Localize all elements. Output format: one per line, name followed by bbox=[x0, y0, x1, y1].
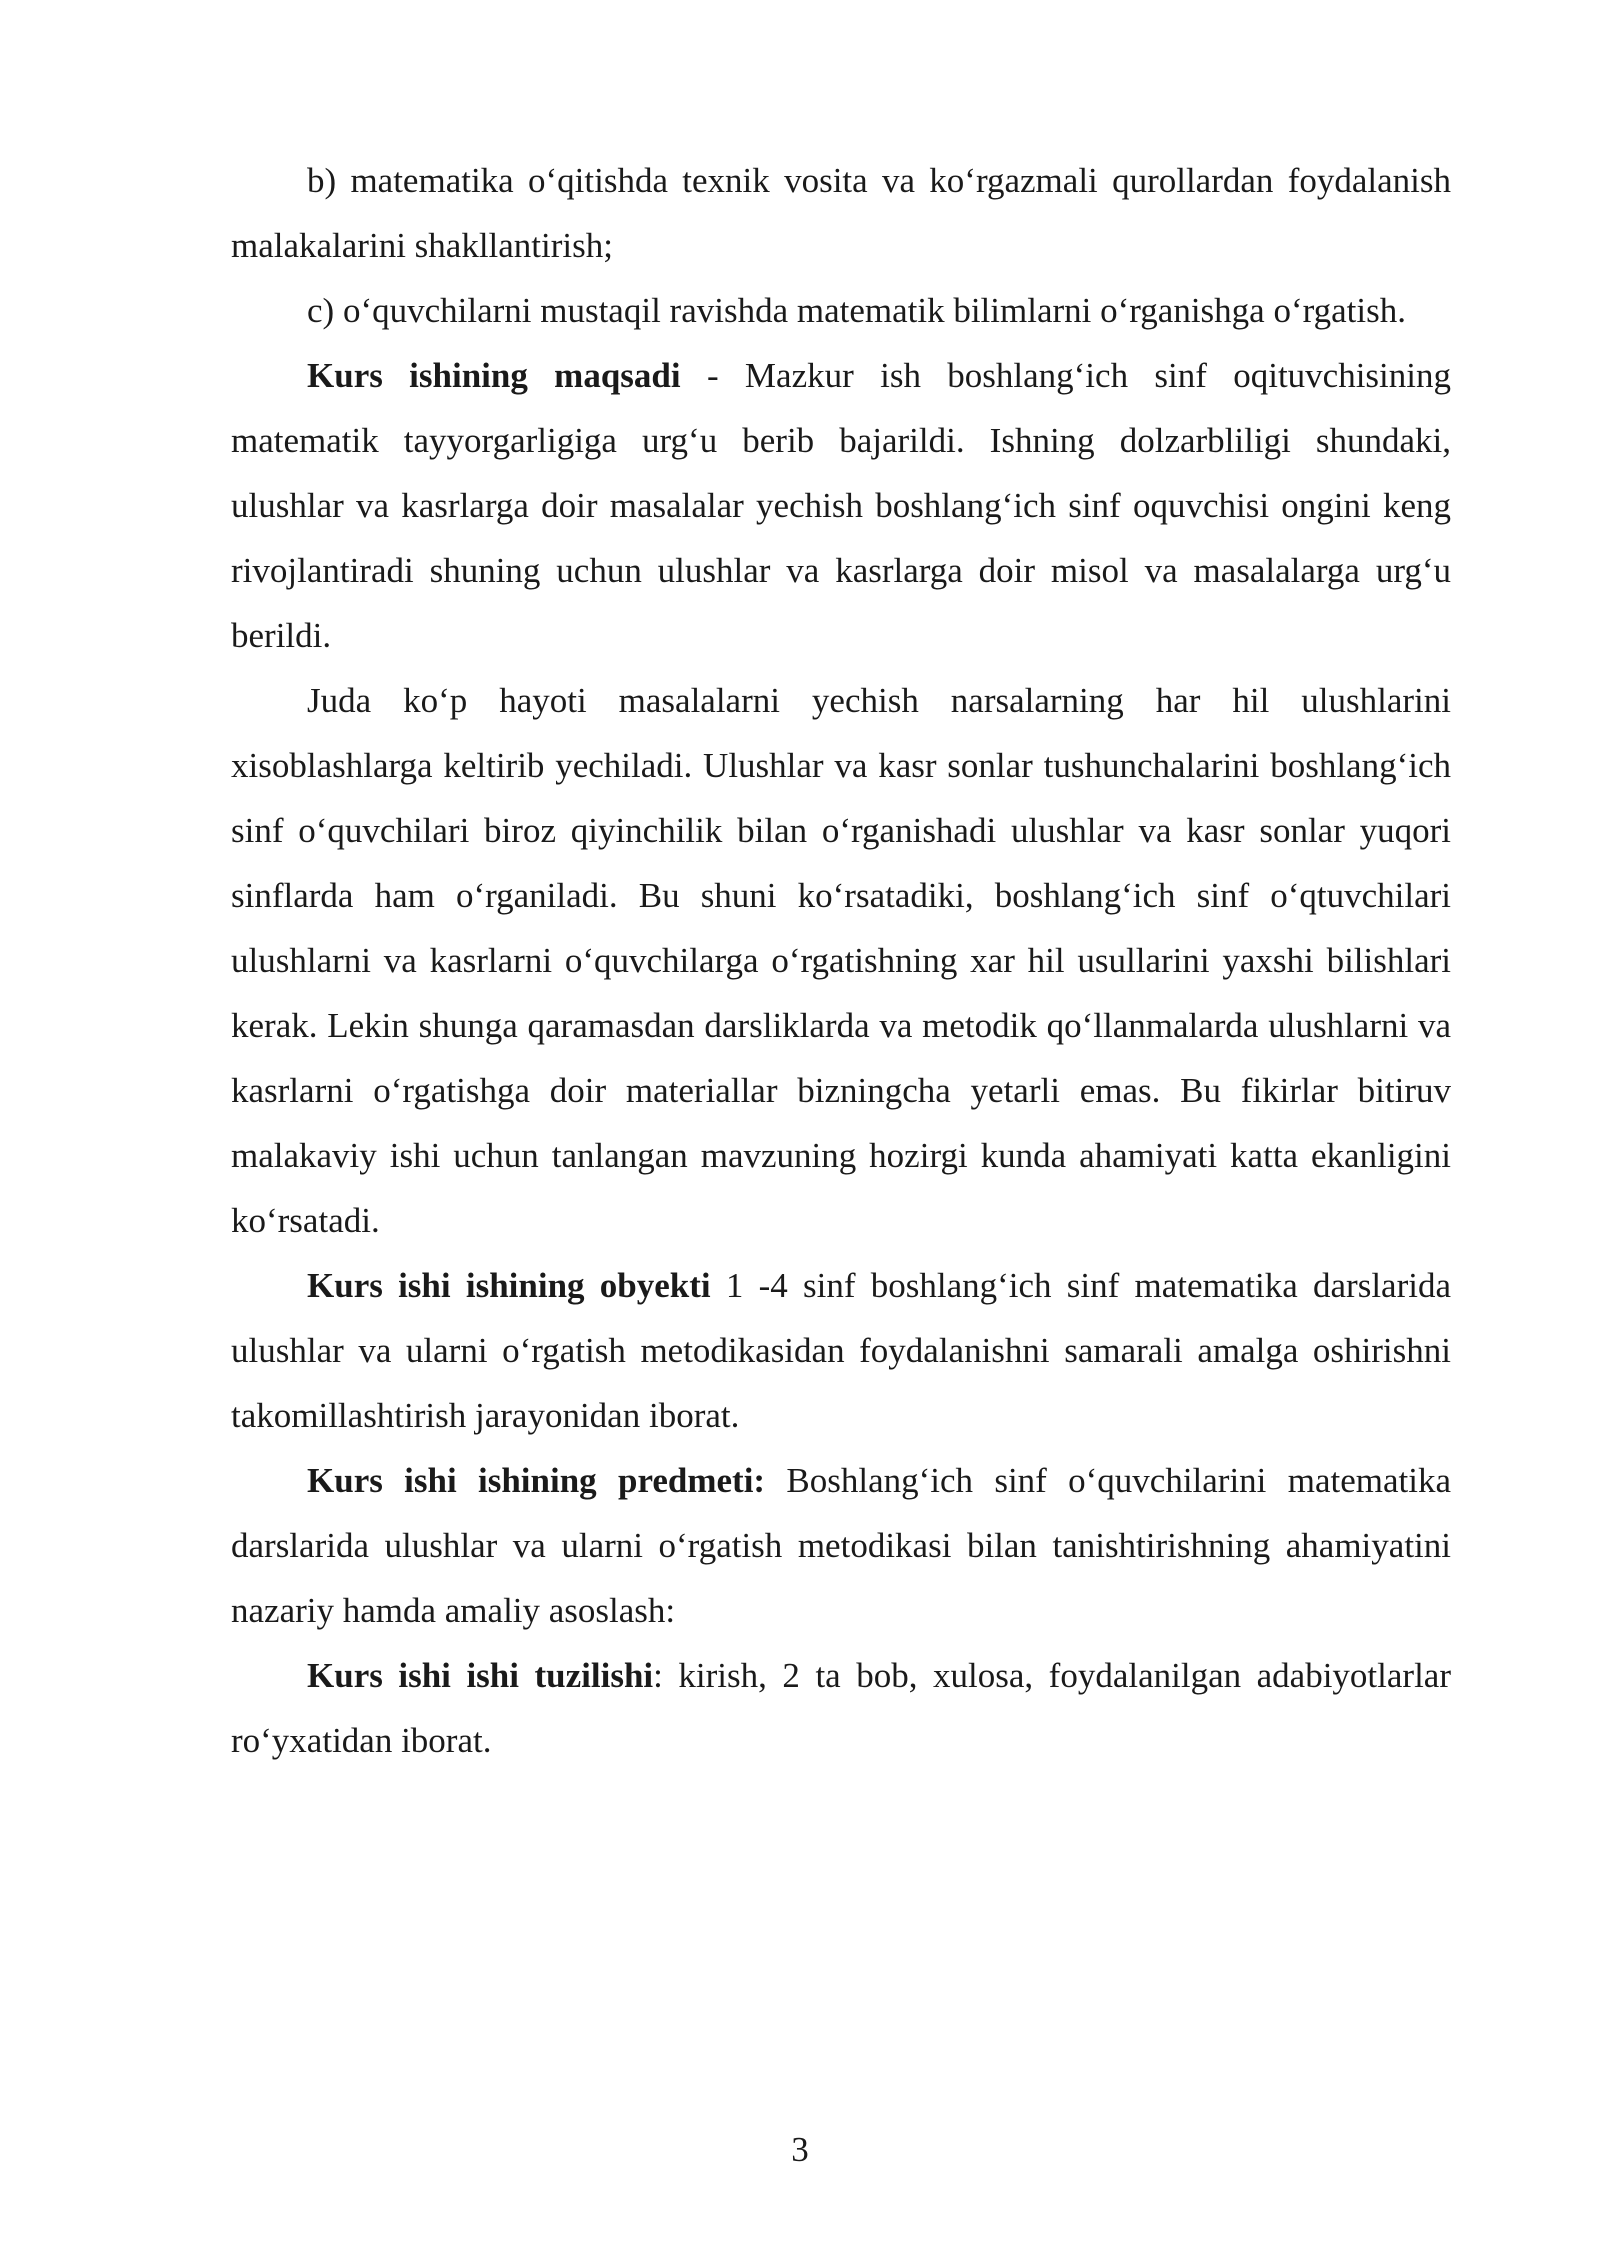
paragraph-heading: Kurs ishining maqsadi bbox=[307, 356, 681, 395]
paragraph-text: : kirish, 2 ta bob, xulosa, foydalanilgan adabiyotlarlar ro‘yxatidan iborat. bbox=[231, 1656, 1451, 1760]
paragraph-goal bbox=[231, 343, 1451, 668]
paragraph-subject bbox=[231, 1448, 1451, 1643]
paragraph-relevance bbox=[231, 668, 1451, 1253]
paragraph-task-b bbox=[231, 148, 1451, 278]
paragraph-text: c) o‘quvchilarni mustaqil ravishda matematik bilimlarni o‘rganishga o‘rgatish. bbox=[307, 291, 1406, 330]
body-text bbox=[231, 148, 1451, 1773]
paragraph-text: 1 -4 sinf boshlang‘ich sinf matematika darslarida ulushlar va ularni o‘rgatish metodikasidan foydalanishni samarali amalga oshirishni takomillashtirish jarayonidan iborat. bbox=[231, 1266, 1451, 1435]
paragraph-heading: Kurs ishi ishining predmeti: bbox=[307, 1461, 766, 1500]
paragraph-heading: Kurs ishi ishi tuzilishi bbox=[307, 1656, 654, 1695]
paragraph-heading: Kurs ishi ishining obyekti bbox=[307, 1266, 711, 1305]
paragraph-task-c bbox=[231, 278, 1451, 343]
paragraph-text: b) matematika o‘qitishda texnik vosita va ko‘rgazmali qurollardan foydalanish malakalarini shakllantirish; bbox=[231, 161, 1451, 265]
paragraph-text: Boshlang‘ich sinf o‘quvchilarini matematika darslarida ulushlar va ularni o‘rgatish metodikasi bilan tanishtirishning ahamiyatini nazariy hamda amaliy asoslash: bbox=[231, 1461, 1451, 1630]
paragraph-structure bbox=[231, 1643, 1451, 1773]
paragraph-text: - Mazkur ish boshlang‘ich sinf oqituvchisining matematik tayyorgarligiga urg‘u berib bajarildi. Ishning dolzarbliligi shundaki, ulushlar va kasrlarga doir masalalar yechish boshlang‘ich sinf oquvchisi ongini keng rivojlantiradi shuning uchun ulushlar va kasrlarga doir misol va masalalarga urg‘u berildi. bbox=[231, 356, 1451, 655]
paragraph-text: Juda ko‘p hayoti masalalarni yechish narsalarning har hil ulushlarini xisoblashlarga keltirib yechiladi. Ulushlar va kasr sonlar tushunchalarini boshlang‘ich sinf o‘quvchilari biroz qiyinchilik bilan o‘rganishadi ulushlar va kasr sonlar yuqori sinflarda ham o‘rganiladi. Bu shuni ko‘rsatadiki, boshlang‘ich sinf o‘qtuvchilari ulushlarni va kasrlarni o‘quvchilarga o‘rgatishning xar hil usullarini yaxshi bilishlari kerak. Lekin shunga qaramasdan darsliklarda va metodik qo‘llanmalarda ulushlarni va kasrlarni o‘rgatishga doir materiallar bizningcha yetarli emas. Bu fikirlar bitiruv malakaviy ishi uchun tanlangan mavzuning hozirgi kunda ahamiyati katta ekanligini ko‘rsatadi. bbox=[231, 681, 1451, 1240]
page-number: 3 bbox=[791, 2130, 809, 2169]
paragraph-object bbox=[231, 1253, 1451, 1448]
